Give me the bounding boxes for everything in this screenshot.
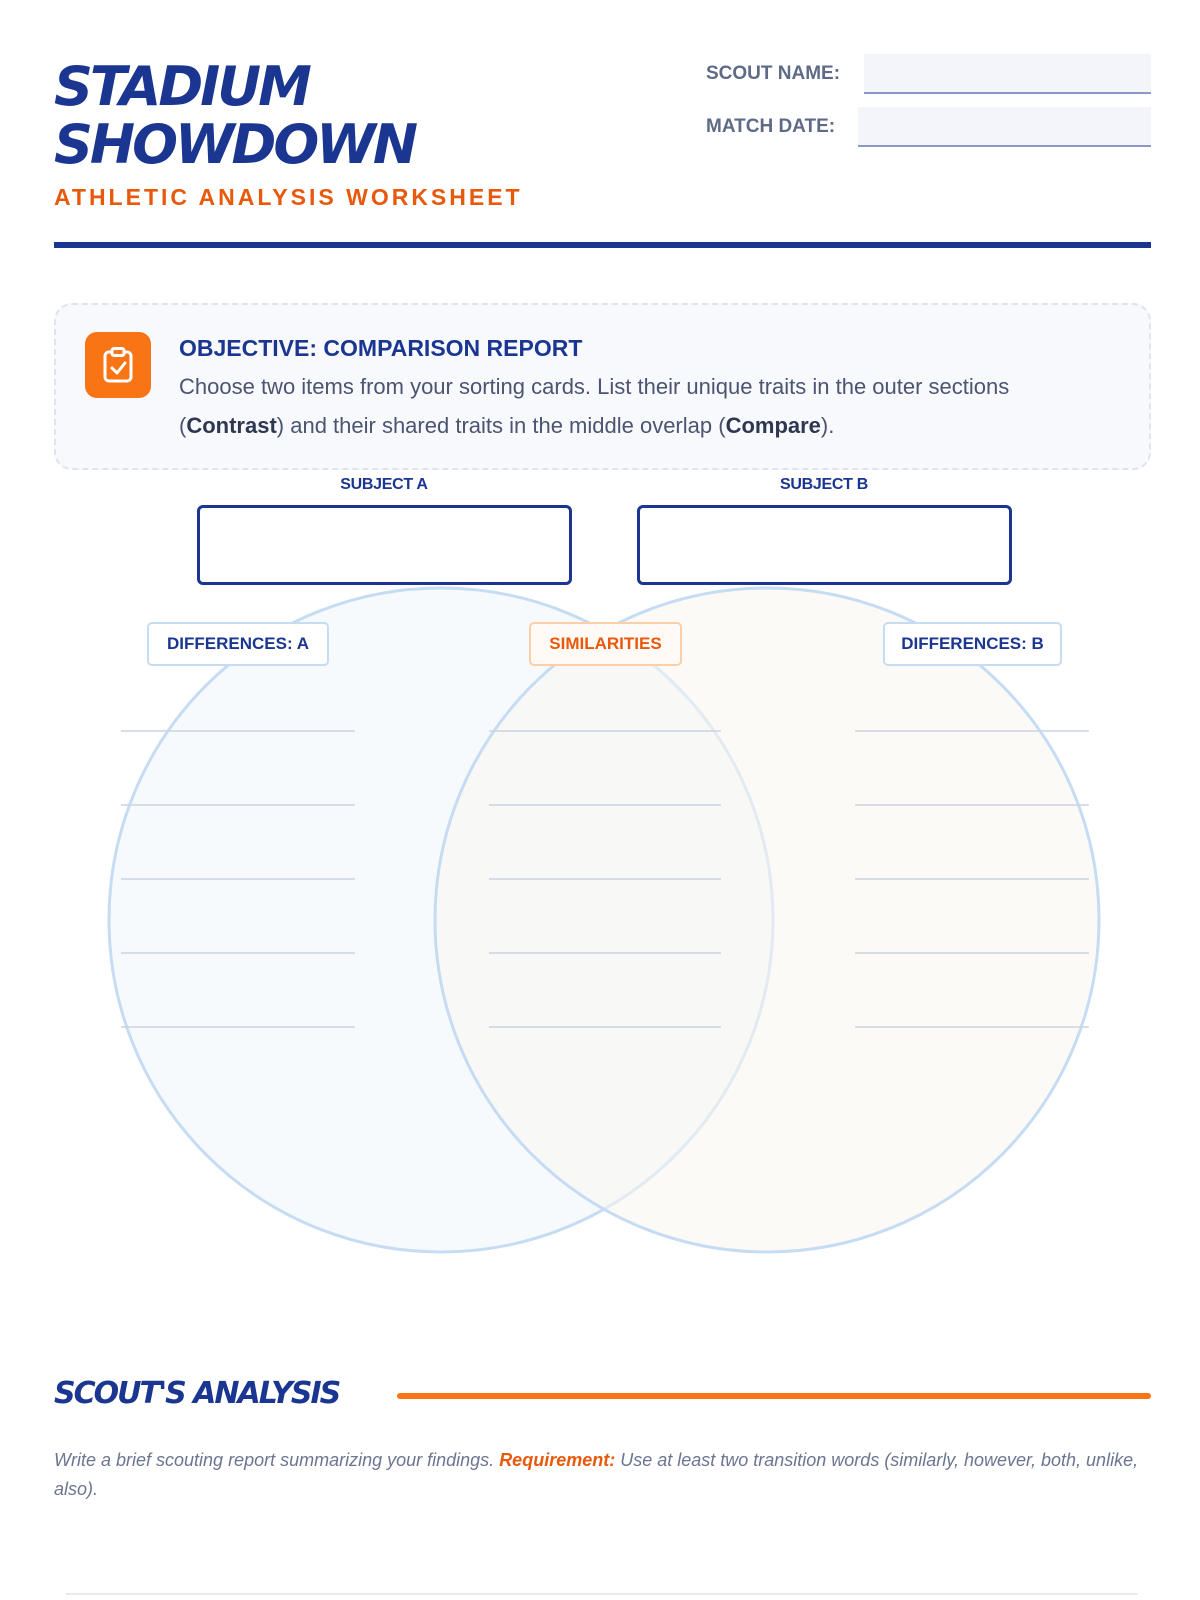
title-line-1: STADIUM xyxy=(54,55,309,118)
contrast-word: Contrast xyxy=(186,413,277,438)
compare-word: Compare xyxy=(725,413,821,438)
differences-a-tag: DIFFERENCES: A xyxy=(147,622,329,666)
subject-b-label: SUBJECT B xyxy=(780,476,868,493)
circle-b xyxy=(435,588,1099,1252)
similarities-tag: SIMILARITIES xyxy=(529,622,682,666)
match-date-label: MATCH DATE: xyxy=(706,116,836,137)
analysis-title: SCOUT'S ANALYSIS xyxy=(54,1376,340,1411)
title-line-2: SHOWDOWN xyxy=(54,113,416,176)
differences-b-tag: DIFFERENCES: B xyxy=(883,622,1062,666)
subject-a-label: SUBJECT A xyxy=(340,476,428,493)
analysis-divider xyxy=(397,1393,1151,1399)
objective-text: Choose two items from your sorting cards. List their unique traits in the outer sections (Contrast) and their shared traits in the middle overlap (Compare). xyxy=(179,374,1010,438)
writing-line[interactable] xyxy=(66,1593,1138,1595)
worksheet-subtitle: ATHLETIC ANALYSIS WORKSHEET xyxy=(54,184,523,210)
objective-title: OBJECTIVE: COMPARISON REPORT xyxy=(179,335,583,361)
requirement-label: Requirement: xyxy=(499,1450,616,1470)
scout-name-label: SCOUT NAME: xyxy=(706,63,841,84)
analysis-instructions: Write a brief scouting report summarizing your findings. Requirement: Use at least two transition words (similarly, however, both, unlike, also). xyxy=(54,1450,1139,1499)
